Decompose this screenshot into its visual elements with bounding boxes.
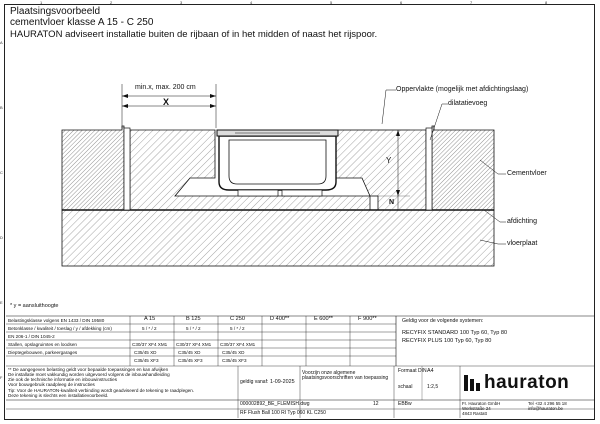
class-b125: B 125	[186, 316, 201, 322]
callout-sealing: afdichting	[507, 218, 537, 225]
cell-r5-c250: C35/45 XF3	[222, 358, 247, 363]
company-phone: Tel +32 4 296 55 18	[528, 401, 567, 406]
cement-floor-left	[62, 126, 124, 210]
row-label-garages: Dieptegebouwen, parkeergarages	[8, 350, 78, 355]
class-a15: A 15	[144, 316, 156, 322]
tick-left-f: F	[0, 375, 3, 380]
callout-floor-slab: vloerplaat	[507, 240, 538, 247]
expansion-joint-right	[426, 128, 432, 210]
dimension-label: min.x, max. 200 cm	[135, 84, 196, 91]
scale-value: 1:2,5	[427, 384, 439, 390]
class-f900: F 900**	[358, 316, 377, 322]
y-label: Y	[386, 156, 392, 165]
valid-from-label: geldig vanaf:	[240, 379, 269, 385]
row-label-en206: EN 206-1 / DIN 1045-2	[8, 334, 55, 339]
callout-surface: Oppervlakte (mogelijk met afdichtingslaag)	[396, 86, 529, 93]
tick-top-7: 7	[470, 0, 473, 5]
tick-top-8: 8	[545, 0, 548, 5]
cell-r5-b125: C35/45 XF3	[178, 358, 203, 363]
cell-r2-c250: 5 / * / 2	[230, 326, 245, 331]
cell-r3-b125: C30/37 XF4 XM1	[176, 342, 212, 347]
row-label-concrete: Betonklasse / kwaliteit / toeslag / y / afdekking (cm)	[8, 326, 112, 331]
cell-r2-a15: 5 / * / 2	[142, 326, 157, 331]
cell-r5-a15: C35/45 XF3	[134, 358, 159, 363]
system-plus: RECYFIX PLUS 100 Typ 60, Typ 80	[402, 338, 492, 344]
tick-top-4: 4	[250, 0, 253, 5]
tick-left-a: A	[0, 40, 3, 45]
callout-expansion-joint: dilatatievoeg	[448, 100, 488, 107]
cell-r4-a15: C35/45 XD	[134, 350, 157, 355]
tick-top-5: 5	[330, 0, 333, 5]
hauraton-logo-icon	[464, 375, 480, 391]
drawing-title: Plaatsingsvoorbeeld	[10, 6, 101, 17]
row-label-stables: Stallen, opslagruimtes en loodsen	[8, 342, 77, 347]
class-c250: C 250	[230, 316, 245, 322]
note-1: ** De aangegeven belasting geldt voor bepaalde toepassingen en kan afwijken	[8, 367, 169, 372]
row-label-load-class: Belastingsklasse volgens EN 1433 / DIN 19580	[8, 318, 105, 323]
scale-label: schaal	[398, 384, 413, 390]
format-label: Formaat DIN	[398, 368, 427, 374]
note-5: Tip: Voor de HAURATON-kwaliteit verbinding wordt geadviseerd de tekening te raadplegen.	[8, 388, 195, 393]
note-4: Voor bouwgebruik raadpleeg de instructies	[8, 382, 95, 387]
system-standard: RECYFIX STANDARD 100 Typ 60, Typ 80	[402, 330, 508, 336]
company-name: Fr. Hauraton GmbH	[462, 401, 501, 406]
document-number: 000002892_BE_FLEMISH.dwg	[240, 401, 310, 407]
note-6: Deze tekening is slechts een installatievoorbeeld.	[8, 393, 109, 398]
valid-from-date: 1-09-2025	[270, 379, 295, 385]
note-2: De installatie moet vakkundig worden uitgevoerd volgens de inbouwhandleiding	[8, 372, 170, 377]
n-label: N	[389, 199, 395, 206]
revision: 12	[373, 401, 379, 407]
installation-advice: HAURATON adviseert installatie buiten de rijbaan of in het midden of naast het rijspoor.	[10, 29, 378, 40]
tick-left-b: B	[0, 105, 3, 110]
cement-floor-right	[432, 126, 494, 210]
hauraton-logo-text: hauraton	[484, 372, 570, 393]
editor: EBBw	[398, 401, 412, 407]
tick-top-3: 3	[180, 0, 183, 5]
callout-cement-floor: Cementvloer	[507, 170, 547, 177]
tick-left-c: C	[0, 170, 3, 175]
tick-left-d: D	[0, 235, 3, 240]
tick-left-e: E	[0, 300, 3, 305]
valid-for-label: Geldig voor de volgende systemen:	[402, 318, 484, 324]
expansion-joint-left	[124, 128, 130, 210]
footer-line: RF Flush Ball 100 RI Typ 060 KL C250	[240, 410, 326, 416]
cell-r4-c250: C35/45 XD	[222, 350, 245, 355]
cell-r3-c250: C30/37 XF4 XM1	[220, 342, 256, 347]
hauraton-logo	[464, 369, 594, 397]
cell-r2-b125: 5 / * / 2	[186, 326, 201, 331]
footnote: * y = aansluithoogte	[10, 303, 59, 309]
class-d400: D 400**	[270, 316, 290, 322]
cell-r4-b125: C35/45 XD	[178, 350, 201, 355]
tick-top-2: 2	[110, 0, 113, 5]
tick-top-6: 6	[400, 0, 403, 5]
floor-slab	[62, 210, 494, 266]
general-conditions-remark: Voorzijn onze algemene plaatsingsvoorschriften van toepassing	[302, 370, 389, 381]
company-email: info@hauraton.be	[528, 406, 563, 411]
drainage-channel	[219, 136, 336, 190]
drawing-subtitle: cementvloer klasse A 15 - C 250	[10, 17, 154, 28]
class-e600: E 600**	[314, 316, 333, 322]
x-label: X	[163, 97, 170, 107]
cell-r3-a15: C30/37 XF4 XM1	[132, 342, 168, 347]
tick-top-1: 1	[40, 0, 43, 5]
note-3: Zie ook de technische informatie en inbouwinstructies	[8, 377, 118, 382]
company-city: 4843 Rastatt	[462, 411, 487, 416]
format-value: A4	[427, 368, 434, 374]
company-street: Werkstraße 24	[462, 406, 491, 411]
